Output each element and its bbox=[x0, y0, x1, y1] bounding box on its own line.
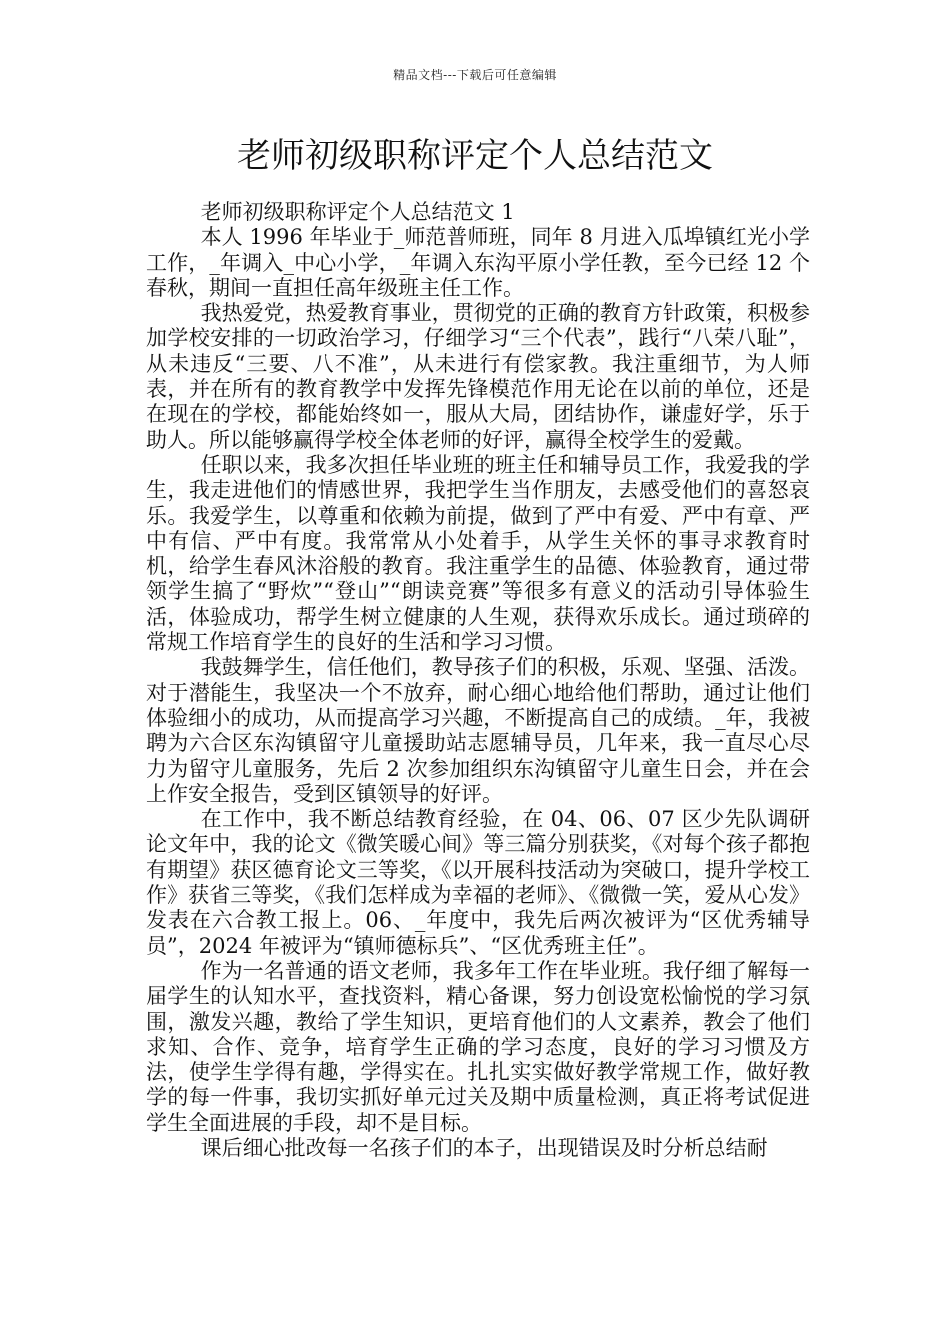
document-subtitle: 老师初级职称评定个人总结范文 1 bbox=[200, 200, 515, 224]
paragraph-6: 作为一名普通的语文老师，我多年工作在毕业班。我仔细了解每一届学生的认知水平，查找资料，精心备课，努力创设宽松愉悦的学习氛围，激发兴趣，教给了学生知识，更培育他们的人文素养，教会了他们求知、合作、竞争，培育学生正确的学习态度，良好的学习习惯及方法，使学生学得有趣，学得实在。扎扎实实做好教学常规工作，做好教学的每一件事，我切实抓好单元过关及期中质量检测，真正将考试促进学生全面进展的手段，却不是目标。 bbox=[146, 958, 810, 1135]
document-body bbox=[146, 200, 810, 1161]
paragraph-7: 课后细心批改每一名孩子们的本子，出现错误及时分析总结耐 bbox=[200, 1135, 768, 1160]
paragraph-1: 本人 1996 年毕业于_师范普师班，同年 8 月进入瓜埠镇红光小学工作，_年调入_中心小学，_年调入东沟平原小学任教，至今已经 12 个春秋，期间一直担任高年级班主任工作。 bbox=[146, 225, 810, 300]
document-title: 老师初级职称评定个人总结范文 bbox=[237, 136, 713, 176]
paragraph-4: 我鼓舞学生，信任他们，教导孩子们的积极，乐观、坚强、活泼。对于潜能生，我坚决一个不放弃，耐心细心地给他们帮助，通过让他们体验细小的成功，从而提高学习兴趣，不断提高自己的成绩。_年，我被聘为六合区东沟镇留守儿童援助站志愿辅导员，几年来，我一直尽心尽力为留守儿童服务，先后 2 次参加组织东沟镇留守儿童生日会，并在会上作安全报告，受到区镇领导的好评。 bbox=[146, 655, 810, 806]
paragraph-3: 任职以来，我多次担任毕业班的班主任和辅导员工作，我爱我的学生，我走进他们的情感世界，我把学生当作朋友，去感受他们的喜怒哀乐。我爱学生，以尊重和依赖为前提，做到了严中有爱、严中有章、严中有信、严中有度。我常常从小处着手，从学生关怀的事寻求教育时机，给学生春风沐浴般的教育。我注重学生的品德、体验教育，通过带领学生搞了“野炊”“登山”“朗读竞赛”等很多有意义的活动引导体验生活，体验成功，帮学生树立健康的人生观，获得欢乐成长。通过琐碎的常规工作培育学生的良好的生活和学习习惯。 bbox=[146, 452, 810, 655]
header-note: 精品文档---下载后可任意编辑 bbox=[393, 68, 557, 82]
paragraph-5: 在工作中，我不断总结教育经验，在 04、06、07 区少先队调研论文年中，我的论文《微笑暖心间》等三篇分别获奖，《对每个孩子都抱有期望》获区德育论文三等奖，《以开展科技活动为突破口，提升学校工作》获省三等奖，《我们怎样成为幸福的老师》、《微微一笑，爱从心发》发表在六合教工报上。06、_年度中，我先后两次被评为“区优秀辅导员”，2024 年被评为“镇师德标兵”、“区优秀班主任”。 bbox=[146, 807, 810, 958]
paragraph-2: 我热爱党，热爱教育事业，贯彻党的正确的教育方针政策，积极参加学校安排的一切政治学习，仔细学习“三个代表”，践行“八荣八耻”，从未违反“三要、八不准”，从未进行有偿家教。我注重细节，为人师表，并在所有的教育教学中发挥先锋模范作用无论在以前的单位，还是在现在的学校，都能始终如一，服从大局，团结协作，谦虚好学，乐于助人。所以能够赢得学校全体老师的好评，赢得全校学生的爱戴。 bbox=[146, 301, 810, 452]
